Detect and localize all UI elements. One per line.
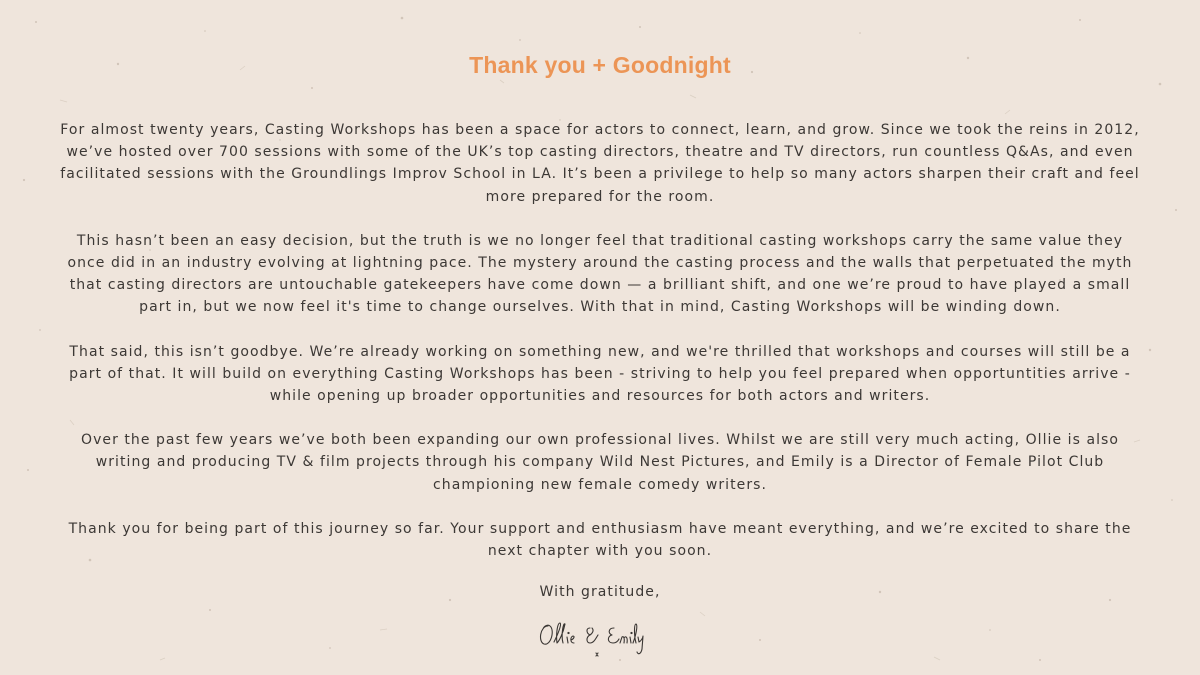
paragraph-history: For almost twenty years, Casting Workshops has been a space for actors to connect, learn, and grow. Since we took the reins in 2012, we’ve hosted over 700 sessions with some of the UK’s top casting directors, theatre and TV directors, run countless Q&As, and even facilitated sessions with the Groundlings Improv School in LA. It’s been a privilege to help so many actors sharpen their craft and feel more prepared for the room. xyxy=(60,122,1140,205)
paragraph-next-steps: That said, this isn’t goodbye. We’re already working on something new, and we're thrilled that workshops and courses will still be a part of that. It will build on everything Casting Workshops has been - striving to help you feel prepared when opportuntities arrive - while opening up broader opportunities and resources for both actors and writers. xyxy=(69,343,1131,405)
paragraph-professional-lives: Over the past few years we’ve both been expanding our own professional lives. Whilst we are still very much acting, Ollie is also writing and producing TV & film projects through his company Wild Nest Pictures, and Emily is a Director of Female Pilot Club championing new female comedy writers. xyxy=(81,432,1119,493)
letter-title: Thank you + Goodnight xyxy=(469,52,731,78)
letter-content xyxy=(60,52,1140,660)
paragraph-decision: This hasn’t been an easy decision, but the truth is we no longer feel that traditional casting workshops carry the same value they once did in an industry evolving at lightning pace. The mystery around the casting process and the walls that perpetuated the myth that casting directors are untouchable gatekeepers have come down — a brilliant shift, and one we’re proud to have played a small part in, but we now feel it's time to change ourselves. With that in mind, Casting Workshops will be winding down. xyxy=(67,232,1133,316)
handwritten-signature xyxy=(530,616,670,660)
closing-line: With gratitude, xyxy=(539,584,661,601)
paragraph-thank-you: Thank you for being part of this journey so far. Your support and enthusiasm have meant everything, and we’re excited to share the next chapter with you soon. xyxy=(68,520,1132,560)
